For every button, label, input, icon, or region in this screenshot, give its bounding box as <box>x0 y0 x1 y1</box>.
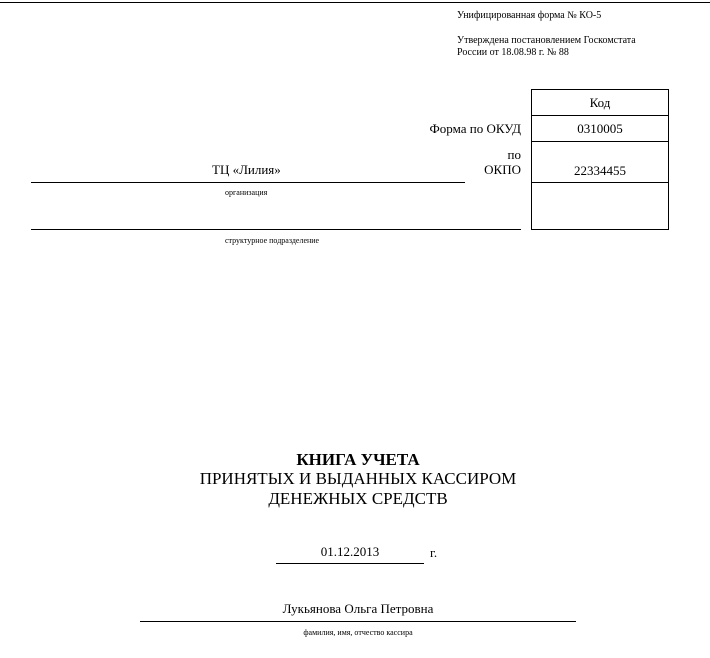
form-name: Унифицированная форма № КО-5 <box>457 10 602 21</box>
subdivision-caption: структурное подразделение <box>225 236 320 245</box>
cashier-name: Лукьянова Ольга Петровна <box>282 601 434 616</box>
approved-line-2: России от 18.08.98 г. № 88 <box>457 47 569 58</box>
approved-line-1: Утверждена постановлением Госкомстата <box>457 35 636 46</box>
title-line-1: КНИГА УЧЕТА <box>296 450 420 469</box>
code-header: Код <box>532 90 668 116</box>
code-table <box>531 89 669 230</box>
title-line-2: ПРИНЯТЫХ И ВЫДАННЫХ КАССИРОМ <box>199 469 517 488</box>
date-underline <box>276 563 424 564</box>
organization-underline <box>31 182 465 183</box>
date-suffix: г. <box>430 545 438 560</box>
cashier-underline <box>140 621 576 622</box>
top-border-line <box>0 2 710 3</box>
title-line-3: ДЕНЕЖНЫХ СРЕДСТВ <box>268 489 448 508</box>
okpo-label-line-1: по <box>507 147 521 162</box>
okud-label: Форма по ОКУД <box>429 121 521 136</box>
organization-caption: организация <box>225 188 268 197</box>
okud-value: 0310005 <box>532 116 668 142</box>
okpo-label-line-2: ОКПО <box>484 162 521 177</box>
organization-name: ТЦ «Лилия» <box>212 162 281 177</box>
date-value: 01.12.2013 <box>320 544 380 559</box>
subdivision-underline <box>31 229 521 230</box>
okpo-value: 22334455 <box>532 142 668 183</box>
cashier-caption: фамилия, имя, отчество кассира <box>303 628 413 637</box>
